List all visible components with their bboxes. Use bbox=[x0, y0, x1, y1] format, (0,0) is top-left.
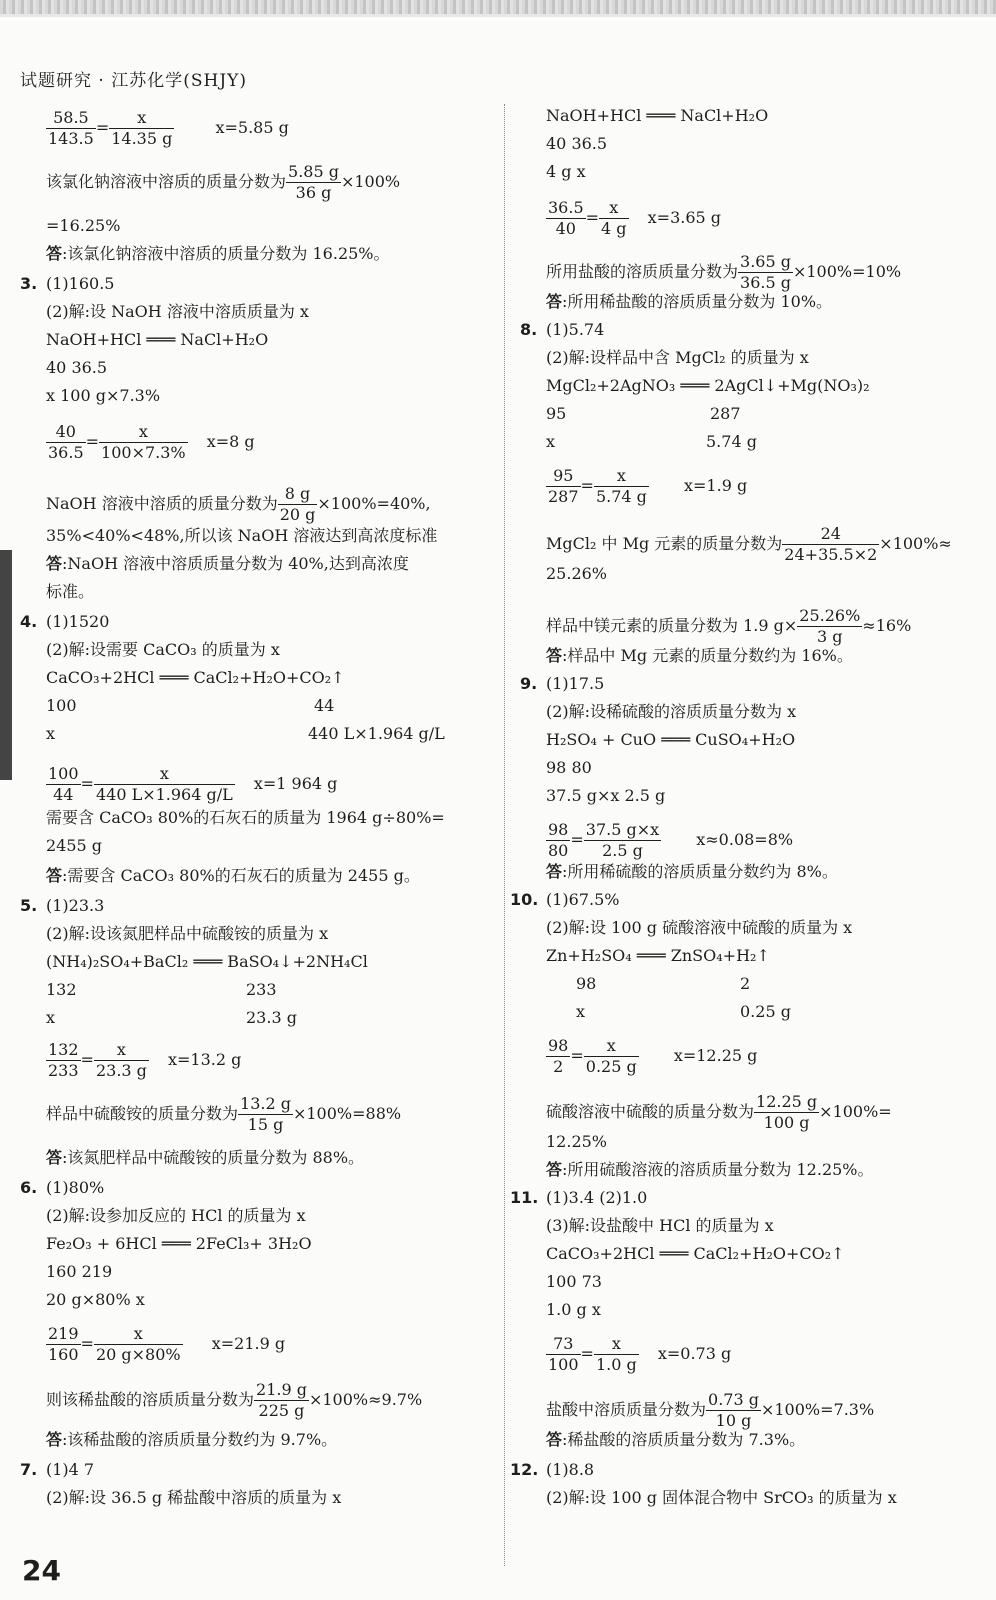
q11-part2: (3)解:设盐酸中 HCl 的质量为 x bbox=[546, 1216, 774, 1235]
q12-part2: (2)解:设 100 g 固体混合物中 SrCO₃ 的质量为 x bbox=[546, 1488, 897, 1507]
q7-value-row: 4 g x bbox=[546, 162, 586, 181]
q11-value-row: 1.0 g x bbox=[546, 1300, 601, 1319]
q8-calc-result: 25.26% bbox=[546, 564, 608, 583]
q6-value-row: 20 g×80% x bbox=[46, 1290, 145, 1309]
fraction: $\frac{x}{440 L\times 1.964 g/L}$ bbox=[95, 764, 233, 804]
q4-proportion: $\frac{100}{44}$ = $\frac{x}{440 L\times 1.964 g/L}$ x=1 964 g bbox=[48, 764, 338, 804]
q3-ratio-row: 40 36.5 bbox=[46, 358, 108, 377]
q8-part2: (2)解:设样品中含 MgCl₂ 的质量为 x bbox=[546, 348, 809, 367]
q9-part1: 9. (1)17.5 bbox=[520, 674, 605, 693]
top-texture-band bbox=[0, 0, 996, 14]
q7-proportion: $\frac{36.5}{40}$ = $\frac{x}{4 g}$ x=3.65 g bbox=[548, 198, 722, 238]
q6-part1: 6. (1)80% bbox=[20, 1178, 105, 1197]
q3-equation: NaOH+HCl ═══ NaCl+H₂O bbox=[46, 330, 269, 349]
q11-answer: 答:稀盐酸的溶质质量分数为 7.3%。 bbox=[546, 1430, 806, 1449]
q7-part1: 7. (1)4 7 bbox=[20, 1460, 95, 1479]
q10-part2: (2)解:设 100 g 硫酸溶液中硫酸的质量为 x bbox=[546, 918, 853, 937]
q2-answer: 答:该氯化钠溶液中溶质的质量分数为 16.25%。 bbox=[46, 244, 390, 263]
q11-equation: CaCO₃+2HCl ═══ CaCl₂+H₂O+CO₂↑ bbox=[546, 1244, 845, 1263]
fraction: $\frac{x}{5.74 g}$ bbox=[595, 466, 647, 506]
q4-part1: 4. (1)1520 bbox=[20, 612, 110, 631]
q4-calc-result: 2455 g bbox=[46, 836, 103, 855]
fraction: $\frac{3.65 g}{36.5 g}$ bbox=[740, 252, 791, 292]
fraction: $\frac{40}{36.5}$ bbox=[48, 422, 84, 462]
q11-ratio-row: 100 73 bbox=[546, 1272, 602, 1291]
fraction: $\frac{x}{0.25 g}$ bbox=[585, 1036, 637, 1076]
page-number: 24 bbox=[22, 1554, 61, 1587]
q10-percent-line: 硫酸溶液中硫酸的质量分数为 $\frac{12.25 g}{100 g}$ ×100%= bbox=[546, 1092, 892, 1132]
fraction: $\frac{x}{1.0 g}$ bbox=[595, 1334, 637, 1374]
q3-proportion: $\frac{40}{36.5}$ = $\frac{x}{100\times 7.3\%}$ x=8 g bbox=[48, 422, 255, 462]
q5-answer: 答:该氮肥样品中硫酸铵的质量分数为 88%。 bbox=[46, 1148, 365, 1167]
q5-ratio-row: 132 233 bbox=[46, 980, 277, 999]
fraction: $\frac{8 g}{20 g}$ bbox=[279, 484, 316, 524]
fraction: $\frac{24}{24+35.5\times 2}$ bbox=[784, 524, 878, 564]
q4-equation: CaCO₃+2HCl ═══ CaCl₂+H₂O+CO₂↑ bbox=[46, 668, 345, 687]
side-tab-marker bbox=[0, 550, 12, 780]
fraction: $\frac{x}{14.35 g}$ bbox=[111, 108, 173, 148]
q8-element-line: 样品中镁元素的质量分数为 1.9 g× $\frac{25.26\%}{3 g}$ ≈16% bbox=[546, 606, 912, 646]
fraction: $\frac{73}{100}$ bbox=[548, 1334, 579, 1374]
q9-equation: H₂SO₄ + CuO ═══ CuSO₄+H₂O bbox=[546, 730, 796, 749]
q4-answer: 答:需要含 CaCO₃ 80%的石灰石的质量为 2455 g。 bbox=[46, 866, 420, 885]
top-texture-band-shadow bbox=[0, 14, 996, 17]
fraction: $\frac{132}{233}$ bbox=[48, 1040, 79, 1080]
q3-answer-cont: 标准。 bbox=[46, 582, 95, 601]
q2-ratio-line: $\frac{58.5}{143.5}$ = $\frac{x}{14.35 g}$ x=5.85 g bbox=[48, 108, 289, 148]
q12-part1: 12. (1)8.8 bbox=[510, 1460, 595, 1479]
q5-part1: 5. (1)23.3 bbox=[20, 896, 105, 915]
fraction: $\frac{x}{100\times 7.3\%}$ bbox=[101, 422, 186, 462]
q8-percent-line: MgCl₂ 中 Mg 元素的质量分数为 $\frac{24}{24+35.5\times 2}$ ×100%≈ bbox=[546, 524, 952, 564]
fraction: $\frac{x}{20 g\times 80\%}$ bbox=[95, 1324, 181, 1364]
q9-proportion: $\frac{98}{80}$ = $\frac{37.5 g\times x}{2.5 g}$ x≈0.08=8% bbox=[548, 820, 794, 860]
fraction: $\frac{36.5}{40}$ bbox=[548, 198, 584, 238]
q3-conclusion: 35%<40%<48%,所以该 NaOH 溶液达到高浓度标准 bbox=[46, 526, 438, 545]
q3-part1: 3. (1)160.5 bbox=[20, 274, 115, 293]
q8-ratio-row: 95 287 bbox=[546, 404, 741, 423]
q7-part2: (2)解:设 36.5 g 稀盐酸中溶质的质量为 x bbox=[46, 1488, 342, 1507]
q7-ratio-row: 40 36.5 bbox=[546, 134, 608, 153]
fraction: $\frac{100}{44}$ bbox=[48, 764, 79, 804]
q8-equation: MgCl₂+2AgNO₃ ═══ 2AgCl↓+Mg(NO₃)₂ bbox=[546, 376, 870, 395]
fraction: $\frac{5.85 g}{36 g}$ bbox=[288, 162, 339, 202]
q3-percent-line: NaOH 溶液中溶质的质量分数为 $\frac{8 g}{20 g}$ ×100%=40%, bbox=[46, 484, 431, 524]
fraction: $\frac{98}{2}$ bbox=[548, 1036, 569, 1076]
q7-percent-line: 所用盐酸的溶质质量分数为 $\frac{3.65 g}{36.5 g}$ ×100%=10% bbox=[546, 252, 902, 292]
fraction: $\frac{58.5}{143.5}$ bbox=[48, 108, 94, 148]
fraction: $\frac{x}{23.3 g}$ bbox=[95, 1040, 147, 1080]
q6-percent-line: 则该稀盐酸的溶质质量分数为 $\frac{21.9 g}{225 g}$ ×100%≈9.7% bbox=[46, 1380, 423, 1420]
q3-value-row: x 100 g×7.3% bbox=[46, 386, 161, 405]
q2-result: =16.25% bbox=[46, 216, 121, 235]
q10-calc-result: 12.25% bbox=[546, 1132, 608, 1151]
fraction: $\frac{25.26\%}{3 g}$ bbox=[799, 606, 861, 646]
q10-value-row: x 0.25 g bbox=[576, 1002, 791, 1021]
q5-proportion: $\frac{132}{233}$ = $\frac{x}{23.3 g}$ x=13.2 g bbox=[48, 1040, 242, 1080]
q5-equation: (NH₄)₂SO₄+BaCl₂ ═══ BaSO₄↓+2NH₄Cl bbox=[46, 952, 368, 971]
q11-proportion: $\frac{73}{100}$ = $\frac{x}{1.0 g}$ x=0.73 g bbox=[548, 1334, 732, 1374]
q5-percent-line: 样品中硫酸铵的质量分数为 $\frac{13.2 g}{15 g}$ ×100%=88% bbox=[46, 1094, 402, 1134]
q10-ratio-row: 98 2 bbox=[576, 974, 751, 993]
q4-ratio-row: 100 44 bbox=[46, 696, 335, 715]
q4-value-row: x 440 L×1.964 g/L bbox=[46, 724, 445, 743]
fraction: $\frac{95}{287}$ bbox=[548, 466, 579, 506]
q7-answer: 答:所用稀盐酸的溶质质量分数为 10%。 bbox=[546, 292, 833, 311]
q11-part1: 11. (1)3.4 (2)1.0 bbox=[510, 1188, 648, 1207]
q6-answer: 答:该稀盐酸的溶质质量分数约为 9.7%。 bbox=[46, 1430, 338, 1449]
q10-part1: 10. (1)67.5% bbox=[510, 890, 620, 909]
fraction: $\frac{x}{4 g}$ bbox=[601, 198, 627, 238]
fraction: $\frac{12.25 g}{100 g}$ bbox=[756, 1092, 818, 1132]
q9-answer: 答:所用稀硫酸的溶质质量分数约为 8%。 bbox=[546, 862, 838, 881]
fraction: $\frac{98}{80}$ bbox=[548, 820, 569, 860]
q3-part2: (2)解:设 NaOH 溶液中溶质质量为 x bbox=[46, 302, 309, 321]
q10-proportion: $\frac{98}{2}$ = $\frac{x}{0.25 g}$ x=12.25 g bbox=[548, 1036, 758, 1076]
column-divider bbox=[504, 104, 505, 1566]
fraction: $\frac{0.73 g}{10 g}$ bbox=[708, 1390, 759, 1430]
q6-equation: Fe₂O₃ + 6HCl ═══ 2FeCl₃+ 3H₂O bbox=[46, 1234, 312, 1253]
q6-part2: (2)解:设参加反应的 HCl 的质量为 x bbox=[46, 1206, 306, 1225]
q6-ratio-row: 160 219 bbox=[46, 1262, 113, 1281]
q8-part1: 8. (1)5.74 bbox=[520, 320, 605, 339]
q7-equation: NaOH+HCl ═══ NaCl+H₂O bbox=[546, 106, 769, 125]
q2-percent-line: 该氯化钠溶液中溶质的质量分数为 $\frac{5.85 g}{36 g}$ ×100% bbox=[46, 162, 401, 202]
q4-part2: (2)解:设需要 CaCO₃ 的质量为 x bbox=[46, 640, 280, 659]
fraction: $\frac{13.2 g}{15 g}$ bbox=[240, 1094, 291, 1134]
fraction: $\frac{37.5 g\times x}{2.5 g}$ bbox=[585, 820, 660, 860]
fraction: $\frac{21.9 g}{225 g}$ bbox=[256, 1380, 307, 1420]
q6-proportion: $\frac{219}{160}$ = $\frac{x}{20 g\times 80\%}$ x=21.9 g bbox=[48, 1324, 286, 1364]
q11-percent-line: 盐酸中溶质质量分数为 $\frac{0.73 g}{10 g}$ ×100%=7.3% bbox=[546, 1390, 875, 1430]
q8-proportion: $\frac{95}{287}$ = $\frac{x}{5.74 g}$ x=1.9 g bbox=[548, 466, 748, 506]
q5-part2: (2)解:设该氮肥样品中硫酸铵的质量为 x bbox=[46, 924, 329, 943]
q8-value-row: x 5.74 g bbox=[546, 432, 757, 451]
q9-value-row: 37.5 g×x 2.5 g bbox=[546, 786, 666, 805]
q10-equation: Zn+H₂SO₄ ═══ ZnSO₄+H₂↑ bbox=[546, 946, 770, 965]
q10-answer: 答:所用硫酸溶液的溶质质量分数为 12.25%。 bbox=[546, 1160, 874, 1179]
q9-ratio-row: 98 80 bbox=[546, 758, 592, 777]
page-header: 试题研究 · 江苏化学(SHJY) bbox=[20, 71, 247, 91]
q9-part2: (2)解:设稀硫酸的溶质质量分数为 x bbox=[546, 702, 797, 721]
q8-answer: 答:样品中 Mg 元素的质量分数约为 16%。 bbox=[546, 646, 853, 665]
q3-answer: 答:NaOH 溶液中溶质质量分数为 40%,达到高浓度 bbox=[46, 554, 409, 573]
q5-value-row: x 23.3 g bbox=[46, 1008, 297, 1027]
q4-calc-line: 需要含 CaCO₃ 80%的石灰石的质量为 1964 g÷80%= bbox=[46, 808, 445, 827]
fraction: $\frac{219}{160}$ bbox=[48, 1324, 79, 1364]
